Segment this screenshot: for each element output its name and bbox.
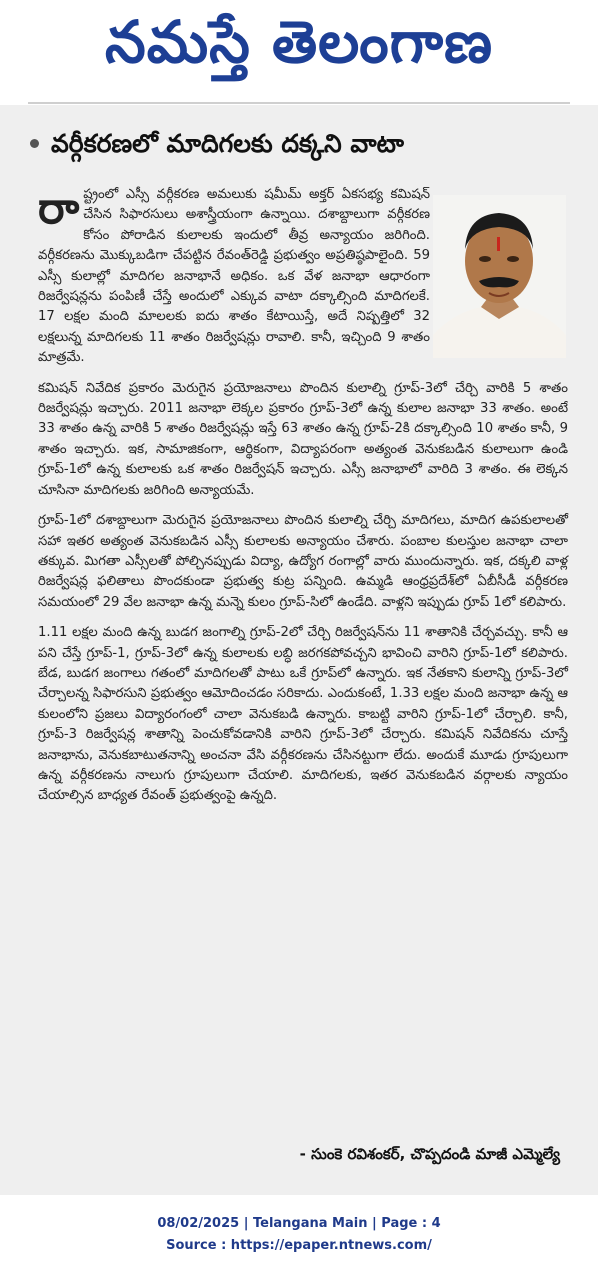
photo-spacer (430, 185, 568, 347)
bullet-icon (30, 139, 39, 148)
headline-text: వర్గీకరణలో మాదిగలకు దక్కని వాటా (51, 129, 404, 158)
article-clipping (0, 105, 598, 1195)
newspaper-logo: నమస్తే తెలంగాణ (105, 8, 493, 76)
byline: - సుంకె రవిశంకర్, చొప్పదండి మాజీ ఎమ్మెల్యే (299, 1145, 560, 1163)
footer (0, 1213, 598, 1257)
headline (30, 125, 570, 163)
paragraph-4: 1.11 లక్షల మంది ఉన్న బుడగ జంగాల్ని గ్రూప్-2లో చేర్చి రిజర్వేషన్‌ను 11 శాతానికి చేర్చవచ్చు. కానీ ఆ పని చేస్తే గ్రూప్-1, గ్రూప్-3లో ఉన్న కులాలకు లబ్ధి జరగకపోవచ్చని భావించి వారిని గ్రూప్-1లో కలిపారు. బేడ, బుడగ జంగాలు గతంలో మాదిగలతో పాటు ఒకే గ్రూప్‌లో ఉన్నారు. ఇక నేతకాని కులాన్ని గ్రూప్-3లో చేర్చాలన్న సిఫారసుని ప్రభుత్వం ఆమోదించడం సరికాదు. ఎందుకంటే, 1.33 లక్షల మంది జనాభా ఉన్న ఆ కులంలోని ప్రజలు విద్యారంగంలో చాలా వెనుకబడి ఉన్నారు. కాబట్టి వారిని గ్రూప్-1లో చేర్చాలి. కానీ, గ్రూప్-3 రిజర్వేషన్ల శాతాన్ని పెంచుకోవడానికి వారిని గ్రూప్-3లో చేర్చారు. కమిషన్ నివేదికను చూస్తే జనాభాను, వెనుకబాటుతనాన్ని అంచనా వేసి వర్గీకరణను చేసినట్టుగా లేదు. అందుకే మూడు గ్రూపులుగా ఉన్న వర్గీకరణను నాలుగు గ్రూపులుగా చేయాలి. మాదిగలకు, ఇతర వెనుకబడిన వర్గాలకు న్యాయం చేయాల్సిన బాధ్యత రేవంత్ ప్రభుత్వంపై ఉన్నది. (38, 625, 568, 804)
drop-cap: రా (38, 183, 80, 234)
masthead-divider (28, 102, 570, 104)
article-body (38, 185, 568, 817)
masthead (0, 0, 598, 88)
paragraph-1-text: ష్ట్రంలో ఎస్సీ వర్గీకరణ అమలుకు షమీమ్ అక్తర్ ఏకసభ్య కమిషన్ చేసిన సిఫారసులు అశాస్త్రీయంగా ఉన్నాయి. దశాబ్దాలుగా వర్గీకరణ కోసం పోరాడిన కులాలకు ఇందులో తీవ్ర అన్యాయం జరిగింది. వర్గీకరణను మొక్కుబడిగా చేపట్టిన రేవంత్‌రెడ్డి ప్రభుత్వం అప్రతిష్ఠపాలైంది. 59 ఎస్సీ కులాల్లో మాదిగల జనాభానే అధికం. ఒక వేళ జనాభా ఆధారంగా రిజర్వేషన్లను పంపిణీ చేస్తే అందులో ఎక్కువ వాటా దక్కాల్సింది మాదిగలకే. 17 లక్షల మంది మాలలకు ఐదు శాతం కేటాయిస్తే, అదే నిష్పత్తిలో 32 లక్షలున్న మాదిగలకు 11 శాతం రిజర్వేషన్లు రావాలి. కానీ, ఇచ్చింది 9 శాతం మాత్రమే. (38, 187, 430, 366)
footer-source-link[interactable]: Source : https://epaper.ntnews.com/ (166, 1238, 432, 1253)
footer-date-edition: 08/02/2025 | Telangana Main | Page : 4 (157, 1216, 441, 1231)
paragraph-3: గ్రూప్-1లో దశాబ్దాలుగా మెరుగైన ప్రయోజనాలు పొందిన కులాల్ని చేర్చి మాదిగలు, మాదిగ ఉపకులాలతో సహా ఇతర అత్యంత వెనుకబడిన ఎస్సీ కులాలకు అన్యాయం చేశారు. పంబాల కులస్తుల జనాభా చాలా తక్కువ. మిగతా ఎస్సీలతో పోల్చినప్పుడు విద్యా, ఉద్యోగ రంగాల్లో వారు ముందున్నారు. ఇక, దక్కలి వాళ్ల రిజర్వేషన్ల ఫలితాలు పొందకుండా ప్రభుత్వ కుట్ర పన్నింది. ఉమ్మడి ఆంధ్రప్రదేశ్‌లో ఏబీసీడీ వర్గీకరణ సమయంలో 29 వేల జనాభా ఉన్న మన్నె కులం గ్రూప్-సిలో ఉండేది. వాళ్లని ఇప్పుడు గ్రూప్ 1లో కలిపారు. (38, 513, 568, 610)
paragraph-2: కమిషన్ నివేదిక ప్రకారం మెరుగైన ప్రయోజనాలు పొందిన కులాల్ని గ్రూప్-3లో చేర్చి వారికి 5 శాతం రిజర్వేషన్లు ఇచ్చారు. 2011 జనాభా లెక్కల ప్రకారం గ్రూప్-3లో ఉన్న కులాల జనాభా 33 శాతం. అంటే 33 శాతం ఉన్న వారికి 5 శాతం రిజర్వేషన్లు ఇస్తే 63 శాతం ఉన్న గ్రూప్-2కి దక్కాల్సింది 10 శాతం కానీ, 9 శాతం ఇచ్చారు. ఇక, సామాజికంగా, ఆర్థికంగా, విద్యాపరంగా అత్యంత వెనుకబడిన కులాలుగా ఉండి గ్రూప్-1లో ఉన్న కులాలకు ఒక శాతం రిజర్వేషన్ ఇచ్చారు. ఎస్సీ జనాభాలో వారిది 3 శాతం. ఈ లెక్కన చూసినా మాదిగలకు జరిగింది అన్యాయమే. (38, 380, 568, 498)
